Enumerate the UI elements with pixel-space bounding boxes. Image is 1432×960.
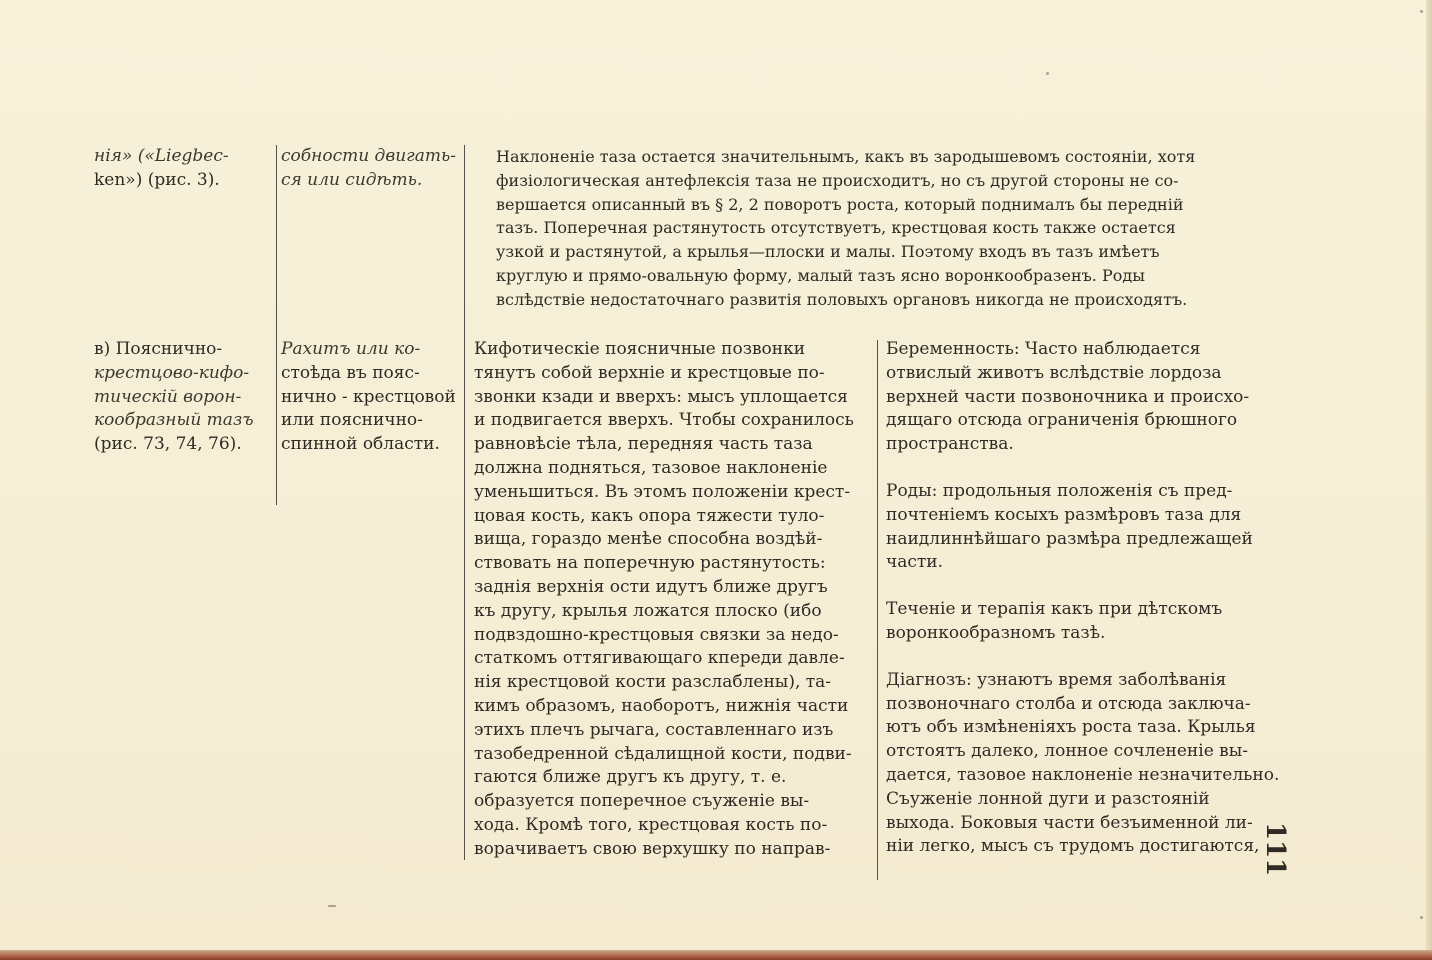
text-line: цовая кость, какъ опора тяжести туло-: [474, 505, 825, 526]
text-line: воронкообразномъ тазѣ.: [886, 622, 1106, 643]
text-line: заднія верхнія ости идутъ ближе другъ: [474, 576, 828, 597]
text-line: кообразный тазъ: [94, 410, 254, 431]
text-line: тическій ворон-: [94, 386, 242, 407]
page-bottom-border: [0, 950, 1432, 960]
text-line: выхода. Боковыя части безъименной ли-: [886, 812, 1253, 833]
section-b-col3: [474, 338, 872, 862]
text-line: стоѣда въ пояс-: [281, 362, 420, 383]
text-line: узкой и растянутой, а крылья—плоски и малы. Поэтому входъ въ тазъ имѣетъ: [496, 242, 1160, 262]
text-line: Роды: продольныя положенія съ пред-: [886, 480, 1233, 501]
text-line: Беременность: Часто наблюдается: [886, 339, 1201, 359]
text-line: гаются ближе другъ къ другу, т. е.: [474, 767, 787, 788]
text-line: ніи легко, мысъ съ трудомъ достигаются,: [886, 836, 1260, 857]
paragraph-diagnosis: [886, 669, 1282, 859]
text-line: круглую и прямо-овальную форму, малый тазъ ясно воронкообразенъ. Роды: [496, 265, 1145, 285]
text-line: Съуженіе лонной дуги и разстояній: [886, 788, 1210, 809]
text-line: нично - крестцовой: [281, 386, 456, 407]
text-line: тянутъ собой верхніе и крестцовые по-: [474, 362, 825, 383]
text-line: вслѣдствіе недостаточнаго развитія половыхъ органовъ никогда не происходятъ.: [496, 289, 1188, 309]
text-line: тазъ. Поперечная растянутость отсутствуетъ, крестцовая кость также остается: [496, 218, 1176, 238]
top-col2: [281, 145, 461, 193]
text-line: вершается описанный въ § 2, 2 поворотъ роста, который поднималъ бы передній: [496, 194, 1184, 214]
page-edge: [1426, 0, 1432, 960]
top-col1: [94, 145, 274, 193]
text-line: звонки кзади и вверхъ: мысъ уплощается: [474, 386, 848, 407]
text-line: къ другу, крылья ложатся плоско (ибо: [474, 600, 822, 621]
text-line: отстоятъ далеко, лонное сочлененіе вы-: [886, 741, 1248, 762]
text-line: подвздошно-крестцовыя связки за недо-: [474, 624, 839, 645]
text-line: должна подняться, тазовое наклоненіе: [474, 457, 828, 478]
paper-speck: [1420, 916, 1423, 919]
column-rule: [877, 340, 878, 880]
text-line: хода. Кромѣ того, крестцовая кость по-: [474, 814, 828, 835]
text-line: кимъ образомъ, наоборотъ, нижнія части: [474, 695, 849, 716]
text-line: дается, тазовое наклоненіе незначительно.: [886, 764, 1280, 785]
text-line: образуется поперечное съуженіе вы-: [474, 791, 810, 812]
page-number: 111: [1260, 822, 1290, 877]
paragraph-pregnancy: [886, 338, 1282, 457]
text-line: ворачиваетъ свою верхушку по направ-: [474, 838, 831, 859]
column-rule: [464, 340, 465, 860]
text-line: Рахитъ или ко-: [281, 339, 421, 359]
text-line: ствовать на поперечную растянутость:: [474, 553, 826, 574]
section-b-col2: [281, 338, 461, 457]
text-line: тазобедренной сѣдалищной кости, подви-: [474, 743, 852, 764]
paragraph-labor: [886, 480, 1282, 575]
text-line: или пояснично-: [281, 410, 423, 431]
text-line: отвислый животъ вслѣдствіе лордоза: [886, 362, 1222, 383]
text-line: физіологическая антефлексія таза не происходитъ, но съ другой стороны не со-: [496, 170, 1179, 190]
text-line: ся или сидѣть.: [281, 169, 423, 190]
text-line: крестцово-кифо-: [94, 362, 250, 383]
paragraph-course: [886, 598, 1282, 646]
text-line: вища, гораздо менѣе способна воздѣй-: [474, 529, 823, 550]
text-line: пространства.: [886, 434, 1014, 455]
text-line: и подвигается вверхъ. Чтобы сохранилось: [474, 410, 854, 431]
text-line: почтеніемъ косыхъ размѣровъ таза для: [886, 504, 1242, 525]
paper-speck: [328, 905, 336, 907]
text-line: Теченіе и терапія какъ при дѣтскомъ: [886, 599, 1223, 620]
text-line: позвоночнаго столба и отсюда заключа-: [886, 693, 1251, 714]
text-line: в) Пояснично-: [94, 339, 223, 359]
text-line: части.: [886, 552, 944, 573]
paper-speck: [1046, 72, 1049, 75]
text-line: спинной области.: [281, 434, 440, 455]
top-main-text: [496, 145, 1282, 312]
text-line: Діагнозъ: узнаютъ время заболѣванія: [886, 669, 1227, 690]
column-rule: [276, 340, 277, 505]
text-line: верхней части позвоночника и происхо-: [886, 386, 1250, 407]
text-line: нія крестцовой кости разслаблены), та-: [474, 672, 832, 693]
text-line: наидлиннѣйшаго размѣра предлежащей: [886, 528, 1253, 549]
text-line: Наклоненіе таза остается значительнымъ, какъ въ зародышевомъ состояніи, хотя: [496, 147, 1196, 166]
text-line: собности двигать-: [281, 146, 457, 166]
text-line: дящаго отсюда ограниченія брюшного: [886, 410, 1238, 431]
section-b-col4: [886, 338, 1282, 859]
text-line: нія» («Liegbec-: [94, 146, 229, 166]
text-line: Кифотическіе поясничные позвонки: [474, 339, 806, 359]
text-line: ютъ объ измѣненіяхъ роста таза. Крылья: [886, 717, 1256, 738]
paper-speck: [1420, 10, 1423, 13]
text-line: (рис. 73, 74, 76).: [94, 434, 242, 455]
text-line: этихъ плечъ рычага, составленнаго изъ: [474, 719, 834, 740]
section-b-col1: [94, 338, 274, 457]
text-line: статкомъ оттягивающаго кпереди давле-: [474, 648, 845, 669]
text-line: ken») (рис. 3).: [94, 169, 220, 190]
text-line: равновѣсіе тѣла, передняя часть таза: [474, 434, 813, 455]
text-line: уменьшиться. Въ этомъ положеніи крест-: [474, 481, 851, 502]
